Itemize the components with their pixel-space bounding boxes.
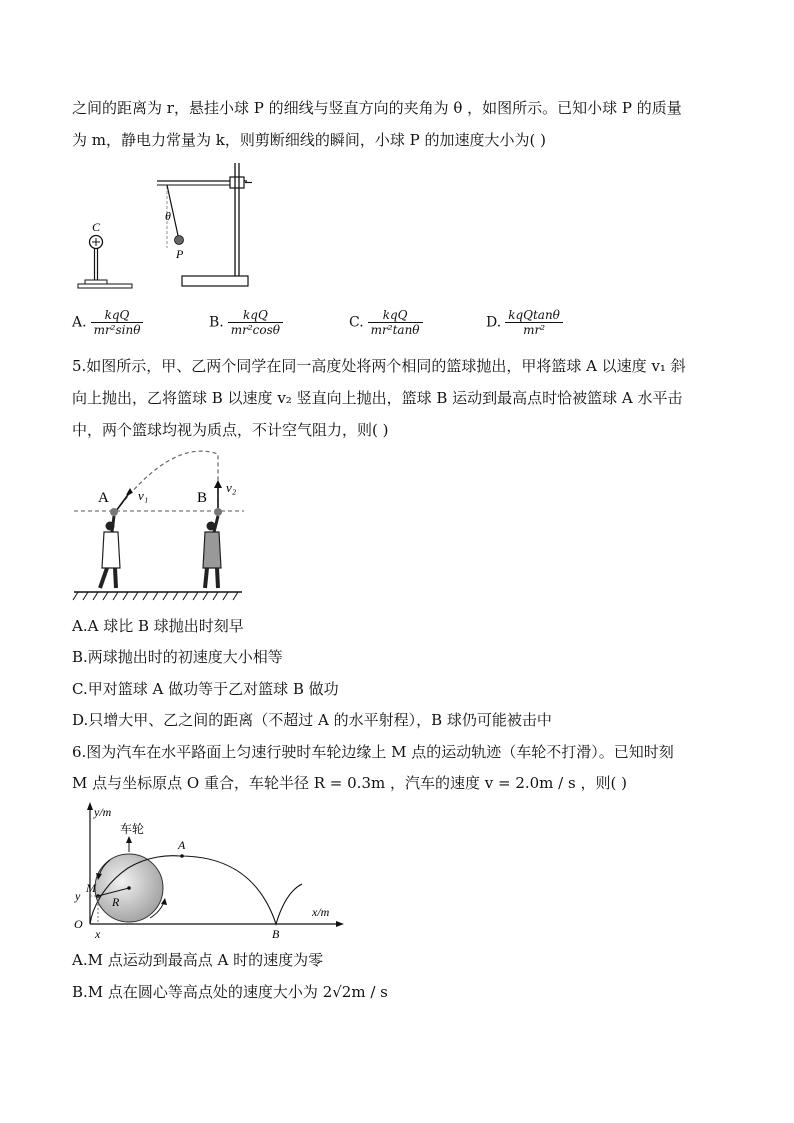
q5-option-C: C.甲对篮球 A 做功等于乙对篮球 B 做功	[72, 680, 339, 698]
stand-C-base	[85, 280, 107, 284]
q6-fig-label-wheel: 车轮	[120, 822, 145, 836]
v2-arrowhead	[214, 480, 222, 488]
q6-fig-label-A: A	[178, 838, 186, 852]
q5-option-A: A.A 球比 B 球抛出时刻早	[72, 617, 244, 635]
q6-fig-label-ym: y/m	[94, 805, 112, 819]
q4-text-line-2: 为 m，静电力常量为 k，则剪断细线的瞬间，小球 P 的加速度大小为( )	[72, 131, 546, 149]
q5-fig-label-v1: v₁	[138, 488, 149, 503]
q5-fig-label-A: A	[98, 490, 109, 506]
q6-fig-label-xm: x/m	[312, 905, 330, 919]
q4-option-A: A. $\frac{\text{kqQ}}{\text{mr²sinθ}}$	[72, 308, 143, 337]
q6-fig-label-y: y	[75, 889, 81, 903]
person-yi	[203, 508, 222, 588]
y-axis-arrow	[87, 802, 93, 810]
q5-fig-label-B: B	[197, 490, 208, 506]
q4-option-B: B. $\frac{\text{kqQ}}{\text{mr²cosθ}}$	[209, 308, 283, 337]
q6-fig-label-x: x	[95, 927, 101, 940]
ball-P	[175, 236, 184, 245]
v1-arrowhead	[126, 488, 133, 495]
q5-text-line-3: 中，两个篮球均视为质点，不计空气阻力，则( )	[72, 421, 389, 439]
q6-option-B: B.M 点在圆心等高点处的速度大小为 2√2m / s	[72, 983, 388, 1001]
ground-hatching	[73, 592, 238, 600]
q5-fig-label-v2: v₂	[226, 480, 237, 495]
q6-fig-label-O: O	[74, 917, 83, 931]
q6-option-A: A.M 点运动到最高点 A 时的速度为零	[72, 951, 324, 969]
q6-figure	[68, 800, 348, 940]
stand-base	[182, 276, 248, 286]
person-jia	[100, 508, 120, 588]
q6-text-line-1: 6.图为汽车在水平路面上匀速行驶时车轮边缘上 M 点的运动轨迹（车轮不打滑）。已知时刻	[72, 743, 674, 761]
q6-fig-label-R: R	[112, 895, 120, 909]
wheel-center	[127, 886, 131, 890]
q5-option-D: D.只增大甲、乙之间的距离（不超过 A 的水平射程），B 球仍可能被击中	[72, 711, 552, 729]
q6-fig-label-B: B	[272, 927, 280, 940]
x-axis-arrow	[336, 921, 344, 927]
q4-fig-label-P: P	[176, 247, 184, 261]
q5-figure	[72, 448, 252, 608]
q4-fig-label-C: C	[92, 220, 101, 234]
point-A	[180, 854, 184, 858]
v1-arrow	[116, 492, 130, 511]
q5-text-line-2: 向上抛出，乙将篮球 B 以速度 v₂ 竖直向上抛出，篮球 B 运动到最高点时恰被篮球 A 水平击	[72, 389, 683, 407]
q6-fig-label-M: M	[86, 881, 96, 895]
q5-option-B: B.两球抛出时的初速度大小相等	[72, 648, 283, 666]
q4-option-C: C. $\frac{\text{kqQ}}{\text{mr²tanθ}}$	[349, 308, 423, 337]
q6-text-line-2: M 点与坐标原点 O 重合，车轮半径 R = 0.3m ，汽车的速度 v = 2.0m / s ，则( )	[72, 774, 627, 792]
q4-figure	[72, 158, 272, 293]
q5-text-line-1: 5.如图所示，甲、乙两个同学在同一高度处将两个相同的篮球抛出，甲将篮球 A 以速度 v₁ 斜	[72, 357, 686, 375]
stand-clamp	[230, 177, 244, 188]
q4-text-line-1: 之间的距离为 r，悬挂小球 P 的细线与竖直方向的夹角为 θ ，如图所示。已知小球 P 的质量	[72, 99, 682, 117]
q4-option-D: D. $\frac{\text{kqQtanθ}}{\text{mr²}}$	[486, 308, 563, 337]
q4-fig-label-theta: θ	[165, 209, 171, 223]
